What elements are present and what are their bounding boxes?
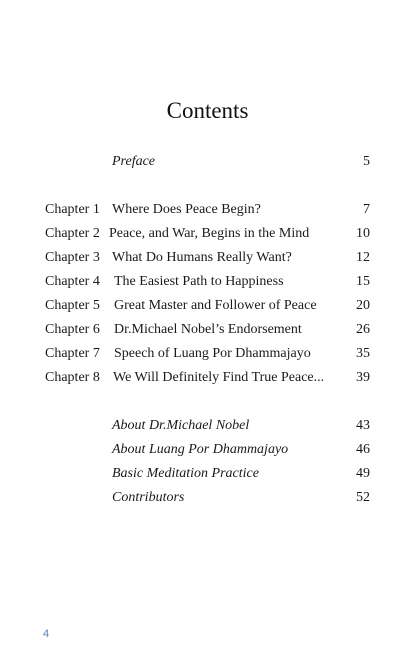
chapter-label: Chapter 8 xyxy=(45,370,100,385)
toc-entry-appendix-3 xyxy=(45,464,370,484)
toc-entry-page: 39 xyxy=(356,370,370,385)
toc-entry-page: 26 xyxy=(356,322,370,337)
toc-entry-page: 43 xyxy=(356,418,370,433)
toc-entry-appendix-4 xyxy=(45,488,370,508)
toc-entry-chapter-5 xyxy=(45,296,370,316)
toc-entry-page: 15 xyxy=(356,274,370,289)
chapter-label: Chapter 5 xyxy=(45,298,100,313)
toc-entry-title: What Do Humans Really Want? xyxy=(112,250,292,265)
toc-entry-chapter-7 xyxy=(45,344,370,364)
toc-entry-page: 10 xyxy=(356,226,370,241)
page-number: 4 xyxy=(43,628,50,640)
toc-entry-chapter-6 xyxy=(45,320,370,340)
chapter-label: Chapter 6 xyxy=(45,322,100,337)
toc-entry-title: Speech of Luang Por Dhammajayo xyxy=(114,346,311,361)
toc-entry-title: We Will Definitely Find True Peace... xyxy=(113,370,325,385)
chapter-label: Chapter 7 xyxy=(45,346,100,361)
toc-entry-preface xyxy=(45,152,370,172)
toc-entry-page: 46 xyxy=(356,442,370,457)
toc-entry-title: Preface xyxy=(112,154,156,169)
toc-entry-chapter-3 xyxy=(45,248,370,268)
chapter-label: Chapter 4 xyxy=(45,274,100,289)
toc-entry-chapter-8 xyxy=(45,368,370,388)
toc-entry-chapter-2 xyxy=(45,224,370,244)
toc-entry-title: Great Master and Follower of Peace xyxy=(114,298,317,313)
toc-entry-page: 20 xyxy=(356,298,370,313)
toc-entry-chapter-1 xyxy=(45,200,370,220)
toc-entry-appendix-1 xyxy=(45,416,370,436)
toc-entry-page: 35 xyxy=(356,346,370,361)
toc-entry-appendix-2 xyxy=(45,440,370,460)
toc-entry-chapter-4 xyxy=(45,272,370,292)
toc-entry-title: Basic Meditation Practice xyxy=(112,466,259,481)
toc-entry-page: 5 xyxy=(363,154,370,169)
toc-entry-page: 12 xyxy=(356,250,370,265)
toc-entry-title: Dr.Michael Nobel’s Endorsement xyxy=(114,322,302,337)
toc-entry-title: Peace, and War, Begins in the Mind xyxy=(109,226,310,241)
toc-entry-title: The Easiest Path to Happiness xyxy=(114,274,284,289)
toc-entry-title: About Luang Por Dhammajayo xyxy=(112,442,289,457)
chapter-label: Chapter 1 xyxy=(45,202,100,217)
toc-entry-title: Contributors xyxy=(112,490,185,505)
toc-entry-page: 49 xyxy=(356,466,370,481)
chapter-label: Chapter 3 xyxy=(45,250,100,265)
toc-entry-title: Where Does Peace Begin? xyxy=(112,202,261,217)
page-title: Contents xyxy=(166,98,249,123)
toc-entry-title: About Dr.Michael Nobel xyxy=(112,418,250,433)
chapter-label: Chapter 2 xyxy=(45,226,100,241)
toc-entry-page: 52 xyxy=(356,490,370,505)
toc-entry-page: 7 xyxy=(363,202,370,217)
